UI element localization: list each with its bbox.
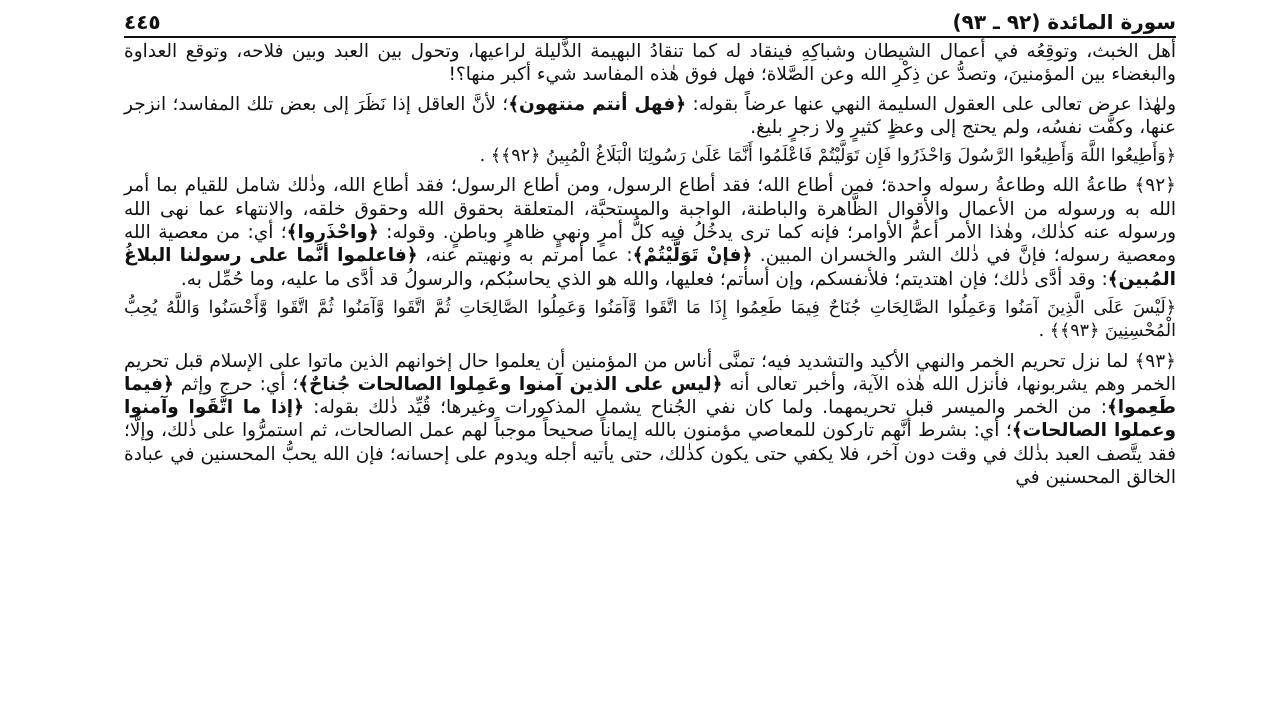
paragraph-3-text-d: : وقد أدَّى ذٰلك؛ فإن اهتديتم؛ فلأنفسكم، وإن أسأتم؛ فعليها، والله هو الذي يحاسبُكم، والرسولُ قد أدَّى ما عليه، وما حُمِّل به. <box>180 268 1108 290</box>
paragraph-3-quote-2: ﴿فإنْ تَوَلَّيْتُمْ﴾ <box>632 245 753 267</box>
paragraph-2-text-b: ؛ لأنَّ العاقل إذا نَظَرَ إلى بعض تلك المفاسد؛ انزجر عنها، وكفَّت نفسُه، ولم يحتج إلى وعظٍ كثيرٍ ولا زجرٍ بليغ. <box>124 93 1176 138</box>
paragraph-3 <box>124 174 1176 290</box>
verse-92: ﴿وَأَطِيعُوا اللَّهَ وَأَطِيعُوا الرَّسُولَ وَاحْذَرُوا فَإِن تَوَلَّيْتُمْ فَاعْلَمُوا أَنَّمَا عَلَىٰ رَسُولِنَا الْبَلَاغُ الْمُبِينُ ﴿٩٢﴾﴾ . <box>479 146 1176 167</box>
paragraph-3-text-b: ؛ أي: من معصية الله ومعصية رسوله؛ فإنَّ في ذٰلك الشر والخسران المبين. <box>124 222 1177 267</box>
paragraph-3-text-c: : عما أمرتم به ونهيتم عنه، <box>417 245 633 267</box>
paragraph-2-text-a: ولهٰذا عرض تعالى على العقول السليمة النهي عنها عرضاً بقوله: <box>686 93 1176 115</box>
paragraph-4-text-d: ؛ أي: بشرط أنَّهم تاركون للمعاصي مؤمنون بالله إيماناً صحيحاً موجباً لهم عمل الصالحات، ثم استمرُّوا على ذٰلك، وإلَّا؛ فقد يتَّصف العبد بذٰلك في وقت دون آخر، فلا يكفي حتى يكون كذٰلك، حتى يأتيه أجله ويدوم على إحسانه؛ فإن الله يحبُّ المحسنين في عبادة الخالق المحسنين في <box>124 420 1176 489</box>
paragraph-4-text-a: ﴿٩٣﴾ لما نزل تحريم الخمر والنهي الأكيد والتشديد فيه؛ تمنَّى أناس من المؤمنين أن يعلموا حال إخوانهم الذين ماتوا على الإسلام قبل تحريم الخمر وهم يشربونها، فأنزل الله هٰذه الآية، وأخبر تعالى أنه <box>124 350 1176 395</box>
paragraph-4 <box>124 350 1176 490</box>
paragraph-1: أهل الخبث، وتوقِعُه في أعمال الشيطان وشباكِهِ فينقاد له كما تنقادُ البهيمة الذَّليلة لراعيها، وتحول بين العبد وبين فلاحه، وتوقع العداوة والبغضاء بين المؤمنينَ، وتصدُّ عن ذِكْرِ الله وعن الصَّلاة؛ فهل فوق هٰذه المفاسد شيء أكبر منها؟! <box>124 41 1176 86</box>
page-number: ٤٤٥ <box>124 10 161 34</box>
page-body <box>124 40 1176 495</box>
paragraph-3-text-a: ﴿٩٢﴾ طاعةُ الله وطاعةُ رسوله واحدة؛ فمن أطاع الله؛ فقد أطاع الرسول، ومن أطاع الرسول؛ فقد أطاع الله، وذٰلك شامل للقيام بما أمر الله به ورسوله من الأعمال والأقوال الظَّاهرة والباطنة، الواجبة والمستحبَّة، المتعلقة بحقوق الله وحقوق خلقه، والانتهاء عما نهى الله ورسوله عنه كذٰلك، وهٰذا الأمر أعمُّ الأوامر؛ فإنه كما ترى يدخُلُ فيه كلُّ أمرٍ ونهيٍ ظاهرٍ وباطنٍ. وقوله: <box>124 175 1176 244</box>
paragraph-3-quote-3: ﴿فاعلموا أنَّما على رسولنا البلاغُ المُبين﴾ <box>124 245 1176 290</box>
paragraph-4-text-c: : من الخمر والميسر قبل تحريمهما. ولما كان نفي الجُناح يشمل المذكورات وغيرها؛ قُيِّد ذٰلك بقوله: <box>303 397 1107 419</box>
book-page <box>124 0 1176 720</box>
paragraph-2-quote-1: ﴿فهل أنتم منتهون﴾ <box>508 93 687 115</box>
verse-93: ﴿لَيْسَ عَلَى الَّذِينَ آمَنُوا وَعَمِلُوا الصَّالِحَاتِ جُنَاحٌ فِيمَا طَعِمُوا إِذَا مَا اتَّقَوا وَّآمَنُوا وَعَمِلُوا الصَّالِحَاتِ ثُمَّ اتَّقَوا وَّآمَنُوا ثُمَّ اتَّقَوا وَّأَحْسَنُوا وَاللَّهُ يُحِبُّ الْمُحْسِنِينَ ﴿٩٣﴾﴾ . <box>124 297 1176 342</box>
paragraph-4-text-b: ؛ أي: حرج وإثم <box>173 373 299 395</box>
paragraph-4-quote-1: ﴿ليس على الذين آمنوا وعَمِلوا الصالحات جُناحٌ﴾ <box>298 373 723 395</box>
page-header <box>124 10 1176 34</box>
paragraph-3-quote-1: ﴿واحْذَروا﴾ <box>286 222 379 244</box>
header-divider <box>124 36 1176 38</box>
surah-title: سورة المائدة (٩٢ ـ ٩٣) <box>952 10 1176 34</box>
paragraph-2 <box>124 93 1176 140</box>
paragraph-4-quote-2: ﴿فيما طَعِموا﴾ <box>124 373 1176 419</box>
paragraph-4-quote-3: ﴿إذا ما اتَّقَوا وآمنوا وعملوا الصالحات﴾ <box>124 397 1176 442</box>
